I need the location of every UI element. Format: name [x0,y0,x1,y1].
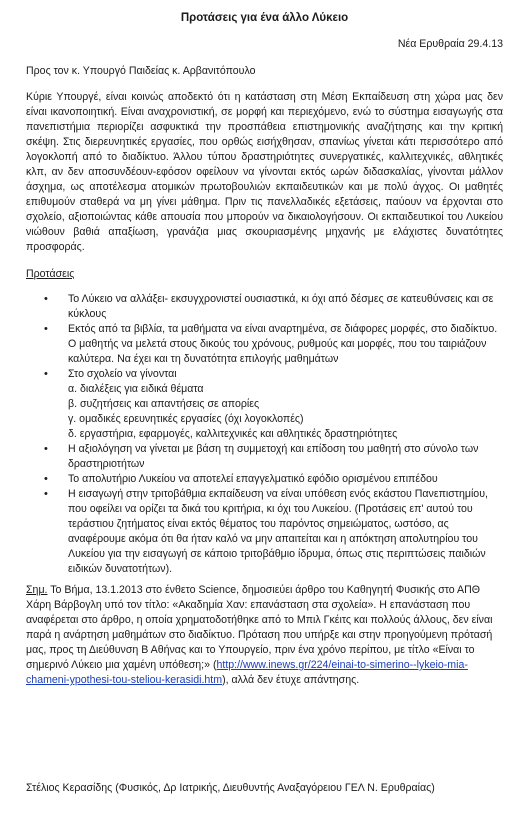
proposal-text: Το Λύκειο να αλλάξει- εκσυγχρονιστεί ουσιαστικά, κι όχι από δέσμες σε κατευθύνσεις και σε κύκλους [68,293,494,320]
proposal-item [68,322,503,367]
proposal-item [68,442,503,472]
school-activities-intro: • Στο σχολείο να γίνονται [68,368,177,380]
proposals-list [26,292,503,577]
footnote-ending: ), αλλά δεν έτυχε απάντησης. [222,674,360,686]
proposal-text: Η εισαγωγή στην τριτοβάθμια εκπαίδευση να είναι υπόθεση ενός εκάστου Πανεπιστημίου, που οφείλει να ορίζει τα δικά του κριτήρια, κι όχι του Λυκείου. (Προτάσεις επ' αυτού του τεράστιου ζητήματος είναι εκτός θέματος του παρόντος σημειώματος, ωστόσο, ας αναφέρουμε ακόμα ότι θα ήταν καλό να μην απαιτείται και η απόκτηση απολυτηρίου του Λυκείου για την εισαγωγή σε κάποιο τριτοβάθμιο ίδρυμα, όπως στις περιπτώσεις παιδιών ειδικών δυνατοτήτων). [68,488,488,575]
article-link[interactable]: http://www.inews.gr/224/einai-to-simerino--lykeio-mia-chameni-ypothesi-tou-steliou-kerasidi.htm [26,659,468,686]
proposal-text: Το απολυτήριο Λυκείου να αποτελεί επαγγελματικό εφόδιο ορισμένου επιπέδου [68,473,438,485]
proposal-item [68,487,503,577]
school-activity-item: δ. εργαστήρια, εφαρμογές, καλλιτεχνικές και αθλητικές δραστηριότητες [68,428,398,440]
proposals-heading: Προτάσεις [26,268,75,280]
signature-line: Στέλιος Κερασίδης (Φυσικός, Δρ Ιατρικής, Διευθυντής Αναξαγόρειου ΓΕΛ Ν. Ερυθραίας) [26,782,435,794]
proposal-text: Η αξιολόγηση να γίνεται με βάση τη συμμετοχή και επίδοση του μαθητή στο σύνολο των δραστηριοτήτων [68,443,479,470]
footnote-paragraph [26,583,503,688]
document-date: Νέα Ερυθραία 29.4.13 [397,38,503,50]
proposal-item [68,292,503,322]
school-activity-item: γ. ομαδικές ερευνητικές εργασίες (όχι λογοκλοπές) [68,413,304,425]
proposal-item [68,472,503,487]
school-activity-item: β. συζητήσεις και απαντήσεις σε απορίες [68,398,260,410]
intro-paragraph: Κύριε Υπουργέ, είναι κοινώς αποδεκτό ότι η κατάσταση στη Μέση Εκπαίδευση στη χώρα μας δεν είναι ικανοποιητική. Είναι αναχρονιστική, σε μορφή και περιεχόμενο, ενώ το σύστημα εισαγωγής στα πανεπιστήμια περιορίζει ασφυκτικά την προσπάθεια επιστημονικής αναζήτησης και την κριτική σκέψη. Στις διερευνητικές εργασίες, που ορθώς εισήχθησαν, σπανίως γίνεται κάτι περισσότερο από λογοκλοπή από το διαδίκτυο. Άλλου τύπου δραστηριότητες συνεργατικές, καλλιτεχνικές, αθλητικές κλπ, αν δεν αποσυνδέουν-εφόσον οφείλουν να γίνονται εκτός ωρών διδασκαλίας, γίνονται μάλλον άσχημα, ως αποτέλεσμα ατομικών πρωτοβουλιών εκπαιδευτικών και με πολύ άγχος. Οι μαθητές επιθυμούν σταθερά να μη γίνει μάθημα. Πριν τις πανελλαδικές εξετάσεις, παύουν να έρχονται στο σχολείο, αξιοποιώντας κάθε απουσία που μπορούν να δικαιολογήσουν. Οι εκπαιδευτικοί του Λυκείου νιώθουν βαθιά απαξίωση, γρανάζια μιας σκουριασμένης μηχανής με ελάχιστες δυνατότητες προσφοράς. [26,91,503,253]
footnote-marker: Σημ. [26,584,48,596]
proposal-item [68,367,503,442]
school-activity-item: α. διαλέξεις για ειδικά θέματα [68,383,204,395]
document-title: Προτάσεις για ένα άλλο Λύκειο [180,12,349,24]
proposal-text: Εκτός από τα βιβλία, τα μαθήματα να είναι αναρτημένα, σε διάφορες μορφές, στο διαδίκτυο. Ο μαθητής να μελετά στους δικούς του χρόνους, ρυθμούς και μορφές, που του ταιριάζουν καλύτερα. Να έχει και τη δυνατότητα επιλογής μαθημάτων [68,323,498,365]
addressee-line: Προς τον κ. Υπουργό Παιδείας κ. Αρβανιτόπουλο [26,65,256,77]
footnote-text: Το Βήμα, 13.1.2013 στο ένθετο Science, δημοσιεύει άρθρο του Καθηγητή Φυσικής στο ΑΠΘ Χάρη Βάρβογλη υπό τον τίτλο: «Ακαδημία Χαν: επανάσταση στα σχολεία». Η επανάσταση που αναφέρεται στο άρθρο, η οποία χρηματοδοτήθηκε από το Μπιλ Γκέιτς και πολλούς άλλους, δεν είναι παρά η ανάρτηση μαθημάτων στο διαδίκτυο. Πρόταση που υπήρξε και στην προηγούμενη πρότασή μας, προς τη Διεύθυνση Β Αθήνας και το Υπουργείο, πριν ένα χρόνο περίπου, με τίτλο «Είναι το σημερινό Λύκειο μια χαμένη υπόθεση;» ( [26,584,493,671]
